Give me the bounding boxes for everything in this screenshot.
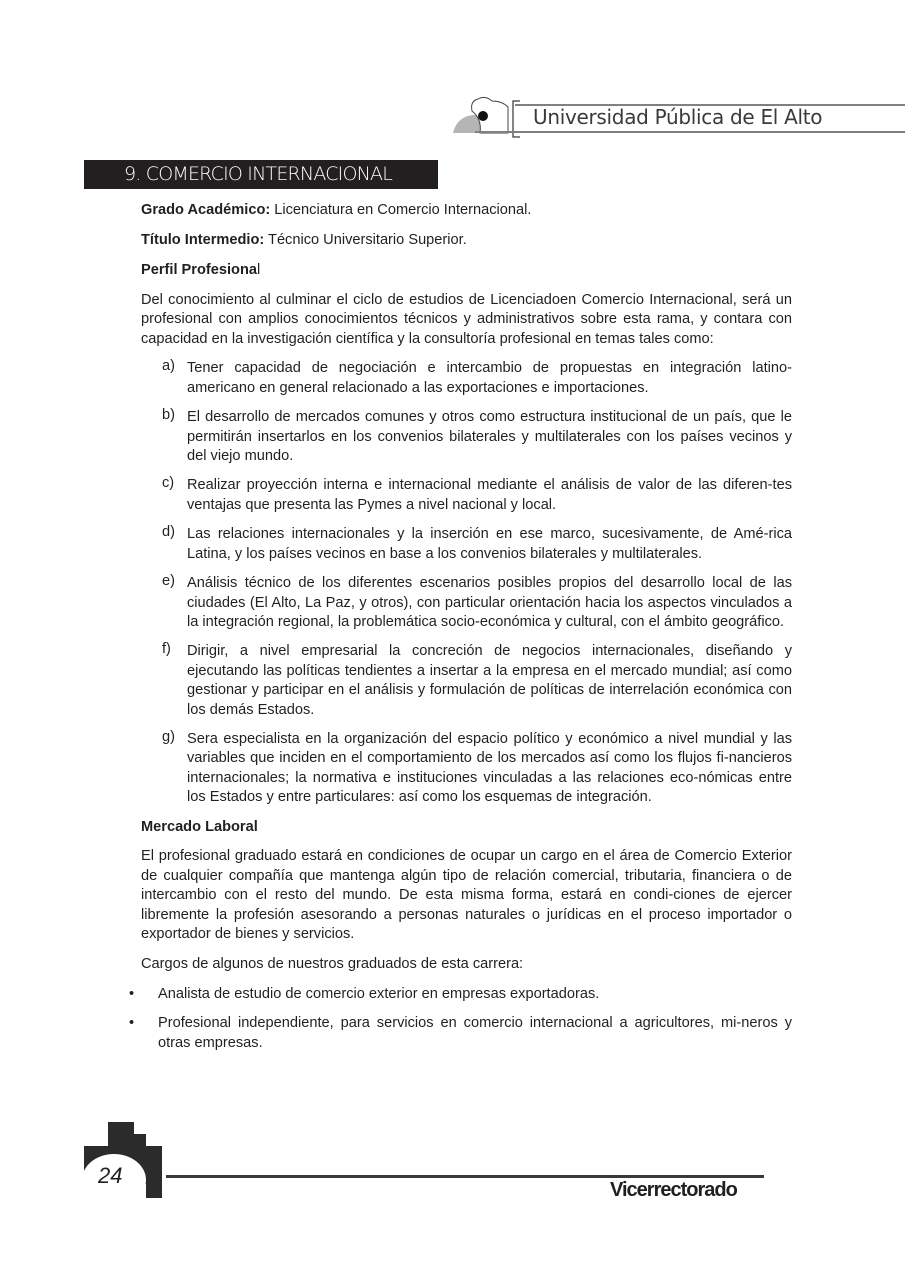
list-item-text: Realizar proyección interna e internacional mediante el análisis de valor de las diferen-tes ventajas que presenta las Pymes a nivel nacional y local. xyxy=(187,477,792,513)
footer-rule xyxy=(166,1175,764,1178)
page-corner-emblem-icon xyxy=(84,1122,164,1202)
grado-academico xyxy=(141,201,792,220)
titulo-value: Técnico Universitario Superior. xyxy=(264,231,467,248)
list-item xyxy=(141,476,792,515)
list-item xyxy=(141,730,792,808)
bullet-icon: • xyxy=(129,985,135,1002)
list-item-text: Análisis técnico de los diferentes escenarios posibles propios del desarrollo local de las ciudades (El Alto, La Paz, y otros), con particular orientación hacia los aspectos vinculados a la integración regional, la problemática socio-económica y cultural, con el ámbito geográfico. xyxy=(187,575,792,630)
list-item-label: g) xyxy=(162,728,175,745)
bullet-text: Profesional independiente, para servicios en comercio internacional a agricultores, mi-neros y otras empresas. xyxy=(158,1015,792,1051)
university-name: Universidad Pública de El Alto xyxy=(533,105,823,129)
titulo-label: Título Intermedio: xyxy=(141,231,265,248)
grado-label: Grado Académico: xyxy=(141,202,271,218)
list-item xyxy=(141,359,792,398)
mercado-heading xyxy=(141,818,792,837)
bullet-item xyxy=(129,985,792,1004)
list-item-label: b) xyxy=(162,407,175,424)
list-item-text: Las relaciones internacionales y la inserción en ese marco, sucesivamente, de Amé-rica Latina, y los países vecinos en base a los convenios bilaterales y multilaterales. xyxy=(187,526,792,562)
list-item-label: f) xyxy=(162,641,171,658)
list-item-text: Tener capacidad de negociación e intercambio de propuestas en integración latino-americano en general relacionado a las exportaciones e importaciones. xyxy=(187,360,792,396)
mercado-heading-text: Mercado Laboral xyxy=(141,818,258,835)
list-item xyxy=(141,642,792,720)
list-item-label: a) xyxy=(162,358,175,375)
mercado-text: El profesional graduado estará en condiciones de ocupar un cargo en el área de Comercio Exterior de cualquier compañía que mantenga algún tipo de relación comercial, tributaria, financiera o de intercambio con el resto del mundo. De esta misma forma, estará en condi-ciones de ejercer libremente la profesión asesorando a personas naturales o jurídicas en el proceso importador o exportador de bienes y servicios. xyxy=(141,848,792,943)
perfil-heading-bold: Perfil Profesiona xyxy=(141,261,257,278)
cargos-intro: Cargos de algunos de nuestros graduados de esta carrera: xyxy=(141,956,524,972)
list-item-label: c) xyxy=(162,475,175,492)
grado-value: Licenciatura en Comercio Internacional. xyxy=(270,202,532,218)
list-item-text: Dirigir, a nivel empresarial la concreción de negocios internacionales, diseñando y ejecutando las políticas tendientes a insertar a la empresa en el mercado mundial; así como gestionar y participar en el análisis y formulación de políticas de interrelación económica con los demás Estados. xyxy=(187,643,792,718)
list-item xyxy=(141,525,792,564)
perfil-heading-rest: l xyxy=(256,261,261,278)
list-item xyxy=(141,408,792,466)
header-rule-bottom xyxy=(475,131,905,133)
cargos-list xyxy=(129,985,792,1053)
page-body xyxy=(129,201,792,1063)
perfil-intro: Del conocimiento al culminar el ciclo de estudios de Licenciadoen Comercio Internacional, será un profesional con amplios conocimientos técnicos y administrativos sobre esta rama, y contara con capacidad en la investigación científica y la consultoría profesional en temas tales como: xyxy=(141,291,792,347)
bullet-item xyxy=(129,1014,792,1053)
bullet-text: Analista de estudio de comercio exterior en empresas exportadoras. xyxy=(158,985,600,1002)
perfil-list xyxy=(141,359,792,807)
list-item-label: e) xyxy=(162,573,175,590)
perfil-heading xyxy=(141,261,792,280)
titulo-intermedio xyxy=(141,231,792,250)
list-item xyxy=(141,574,792,632)
list-item-text: El desarrollo de mercados comunes y otros como estructura institucional de un país, que le permitirán insertarlos en los convenios bilaterales y multilaterales con los países vecinos y del viejo mundo. xyxy=(187,409,792,465)
list-item-text: Sera especialista en la organización del espacio político y económico a nivel mundial y las variables que inciden en el comportamiento de los mercados así como los flujos fi-nancieros internacionales; la normativa e instituciones vinculadas a las relaciones eco-nómicas entre los Estados y entre particulares: así como los esquemas de integración. xyxy=(187,730,792,806)
bullet-icon: • xyxy=(129,1015,135,1032)
vicerrectorado-logo: Vicerrectorado xyxy=(610,1179,737,1201)
list-item-label: d) xyxy=(162,524,175,541)
section-title: 9. COMERCIO INTERNACIONAL xyxy=(84,160,438,189)
university-logo-icon xyxy=(450,93,520,143)
page-number: 24 xyxy=(98,1163,123,1188)
